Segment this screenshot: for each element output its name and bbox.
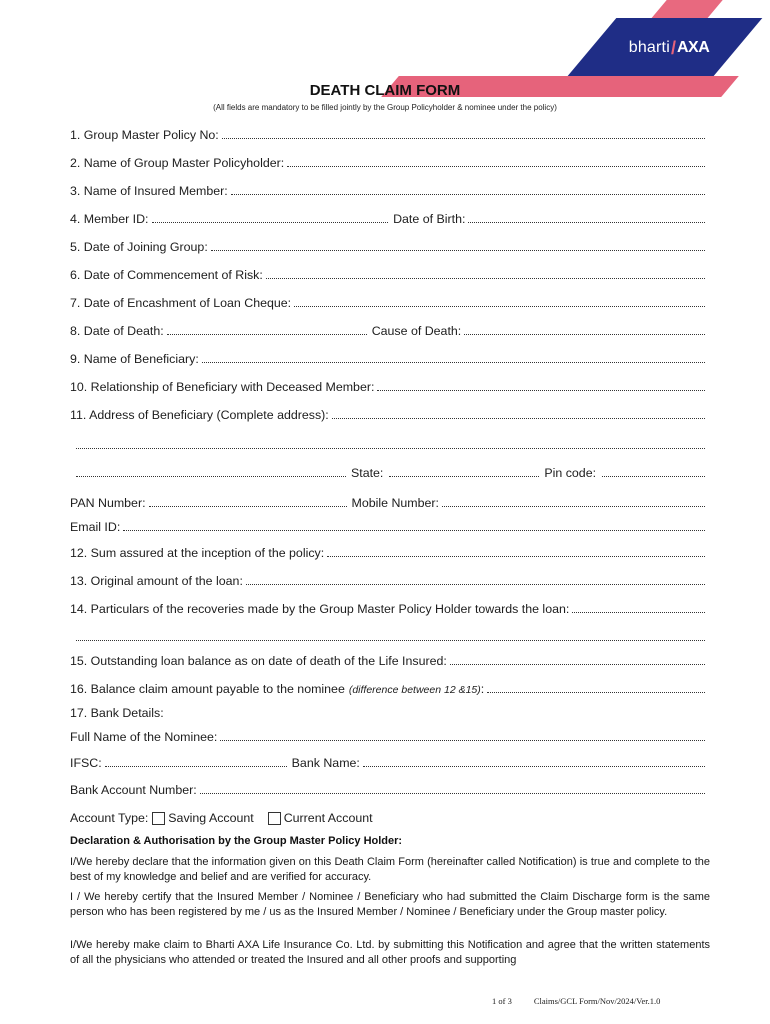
field-date-of-joining-group [70, 238, 706, 254]
field-label: Email ID: [70, 520, 121, 534]
fill-in-blank[interactable] [202, 352, 705, 363]
field-label: Cause of Death: [371, 324, 462, 338]
field-label: 11. Address of Beneficiary (Complete address): [70, 408, 329, 422]
field-ifsc-bank-name [70, 754, 706, 770]
fill-in-blank-cause-of-death[interactable] [464, 324, 705, 335]
field-address-of-beneficiary [70, 406, 706, 422]
field-label: Mobile Number: [351, 496, 439, 510]
field-label: 14. Particulars of the recoveries made by the Group Master Policy Holder towards the loan: [70, 602, 570, 616]
form-title: DEATH CLAIM FORM [309, 82, 461, 99]
current-account-label: Current Account [283, 811, 373, 825]
field-label: 1. Group Master Policy No: [70, 128, 219, 142]
field-label: Date of Birth: [393, 212, 466, 226]
field-outstanding-loan-balance [70, 652, 706, 668]
form-subtitle: (All fields are mandatory to be filled jointly by the Group Policyholder & nominee under the policy) [213, 103, 557, 112]
fill-in-blank[interactable] [294, 296, 705, 307]
field-label: 5. Date of Joining Group: [70, 240, 208, 254]
section-bank-details [70, 704, 706, 720]
field-original-loan-amount [70, 572, 706, 588]
fill-in-blank[interactable] [450, 654, 705, 665]
field-label: Bank Name: [291, 756, 360, 770]
field-label: Pin code: [544, 466, 597, 480]
field-label: IFSC: [70, 756, 102, 770]
fill-in-blank-address-line-3[interactable] [76, 466, 346, 477]
field-label: 4. Member ID: [70, 212, 149, 226]
field-label: 7. Date of Encashment of Loan Cheque: [70, 296, 292, 310]
field-label: Full Name of the Nominee: [70, 730, 218, 744]
field-account-type [70, 809, 706, 825]
fill-in-blank[interactable] [211, 240, 705, 251]
logo-brand-text: bharti [628, 39, 670, 56]
field-label: 12. Sum assured at the inception of the policy: [70, 546, 325, 560]
field-member-id-dob [70, 210, 706, 226]
fill-in-blank[interactable] [287, 156, 705, 167]
declaration-paragraph-1: I/We hereby declare that the information given on this Death Claim Form (hereinafter called Notification) is true and complete to the best of my knowledge and belief and are verified for accuracy. [70, 856, 710, 883]
field-relationship-of-beneficiary [70, 378, 706, 394]
field-address-state-pin [70, 464, 706, 480]
field-nominee-full-name [70, 728, 706, 744]
logo-slash-icon: / [670, 37, 676, 58]
section-heading: 17. Bank Details: [70, 706, 164, 720]
logo-axa-text: AXA [676, 39, 710, 56]
field-address-line-2 [70, 436, 706, 452]
fill-in-blank-pin-code[interactable] [602, 466, 705, 477]
field-pan-mobile [70, 494, 706, 510]
field-beneficiary-name [70, 350, 706, 366]
field-label: 8. Date of Death: [70, 324, 164, 338]
fill-in-blank[interactable] [220, 730, 705, 741]
fill-in-blank[interactable] [200, 783, 705, 794]
page-footer [492, 996, 712, 1006]
fill-in-blank[interactable] [377, 380, 705, 391]
field-recoveries-line-2 [70, 628, 706, 644]
current-account-checkbox[interactable] [268, 812, 281, 825]
field-date-of-encashment [70, 294, 706, 310]
fill-in-blank[interactable] [572, 602, 705, 613]
fill-in-blank[interactable] [266, 268, 705, 279]
field-label: 16. Balance claim amount payable to the nominee [70, 682, 345, 696]
declaration-paragraph-2: I / We hereby certify that the Insured Member / Nominee / Beneficiary who had submitted the Claim Discharge form is the same person who has been registered by me / us as the Insured Member / Nominee / Beneficiary under the Group master policy. [70, 891, 710, 918]
field-label: 6. Date of Commencement of Risk: [70, 268, 263, 282]
fill-in-blank[interactable] [231, 184, 705, 195]
fill-in-blank[interactable] [487, 682, 705, 693]
field-label: State: [351, 466, 384, 480]
field-label: 13. Original amount of the loan: [70, 574, 243, 588]
fill-in-blank-bank-name[interactable] [363, 756, 705, 767]
saving-account-checkbox[interactable] [152, 812, 165, 825]
field-particulars-of-recoveries [70, 600, 706, 616]
fill-in-blank[interactable] [222, 128, 705, 139]
field-label: 2. Name of Group Master Policyholder: [70, 156, 285, 170]
field-label: PAN Number: [70, 496, 146, 510]
field-label: 9. Name of Beneficiary: [70, 352, 199, 366]
fill-in-blank[interactable] [327, 546, 705, 557]
field-date-cause-of-death [70, 322, 706, 338]
page-number: 1 of 3 [492, 996, 512, 1006]
declaration-paragraph-3: I/We hereby make claim to Bharti AXA Life Insurance Co. Ltd. by submitting this Notification and agree that the written statements of all the physicians who attended or treated the Insured and all other proofs and supporting [70, 939, 710, 966]
field-group-master-policy-no [70, 126, 706, 142]
field-label: 3. Name of Insured Member: [70, 184, 228, 198]
fill-in-blank[interactable] [332, 408, 705, 419]
field-balance-claim-amount [70, 680, 706, 696]
fill-in-blank[interactable] [246, 574, 705, 585]
declaration-heading: Declaration & Authorisation by the Group Master Policy Holder: [70, 835, 403, 847]
field-date-of-commencement-of-risk [70, 266, 706, 282]
field-bank-account-number [70, 781, 706, 797]
fill-in-blank-mobile[interactable] [442, 496, 705, 507]
form-reference: Claims/GCL Form/Nov/2024/Ver.1.0 [533, 996, 661, 1006]
field-colon: : [480, 682, 485, 696]
fill-in-blank[interactable] [76, 438, 705, 449]
field-group-master-policyholder-name [70, 154, 706, 170]
fill-in-blank-pan[interactable] [149, 496, 347, 507]
fill-in-blank-member-id[interactable] [152, 212, 389, 223]
field-insured-member-name [70, 182, 706, 198]
fill-in-blank-date-of-death[interactable] [167, 324, 367, 335]
fill-in-blank[interactable] [123, 520, 705, 531]
fill-in-blank-dob[interactable] [468, 212, 705, 223]
fill-in-blank[interactable] [76, 630, 705, 641]
field-label: 15. Outstanding loan balance as on date of death of the Life Insured: [70, 654, 447, 668]
field-label: Account Type: [70, 811, 149, 825]
field-label: Bank Account Number: [70, 783, 197, 797]
field-label: 10. Relationship of Beneficiary with Deceased Member: [70, 380, 375, 394]
fill-in-blank-state[interactable] [389, 466, 539, 477]
field-note: (difference between 12 &15) [348, 684, 481, 696]
saving-account-label: Saving Account [168, 811, 254, 825]
field-email-id [70, 518, 706, 534]
fill-in-blank-ifsc[interactable] [105, 756, 287, 767]
bharti-axa-logo [614, 28, 724, 68]
field-sum-assured [70, 544, 706, 560]
